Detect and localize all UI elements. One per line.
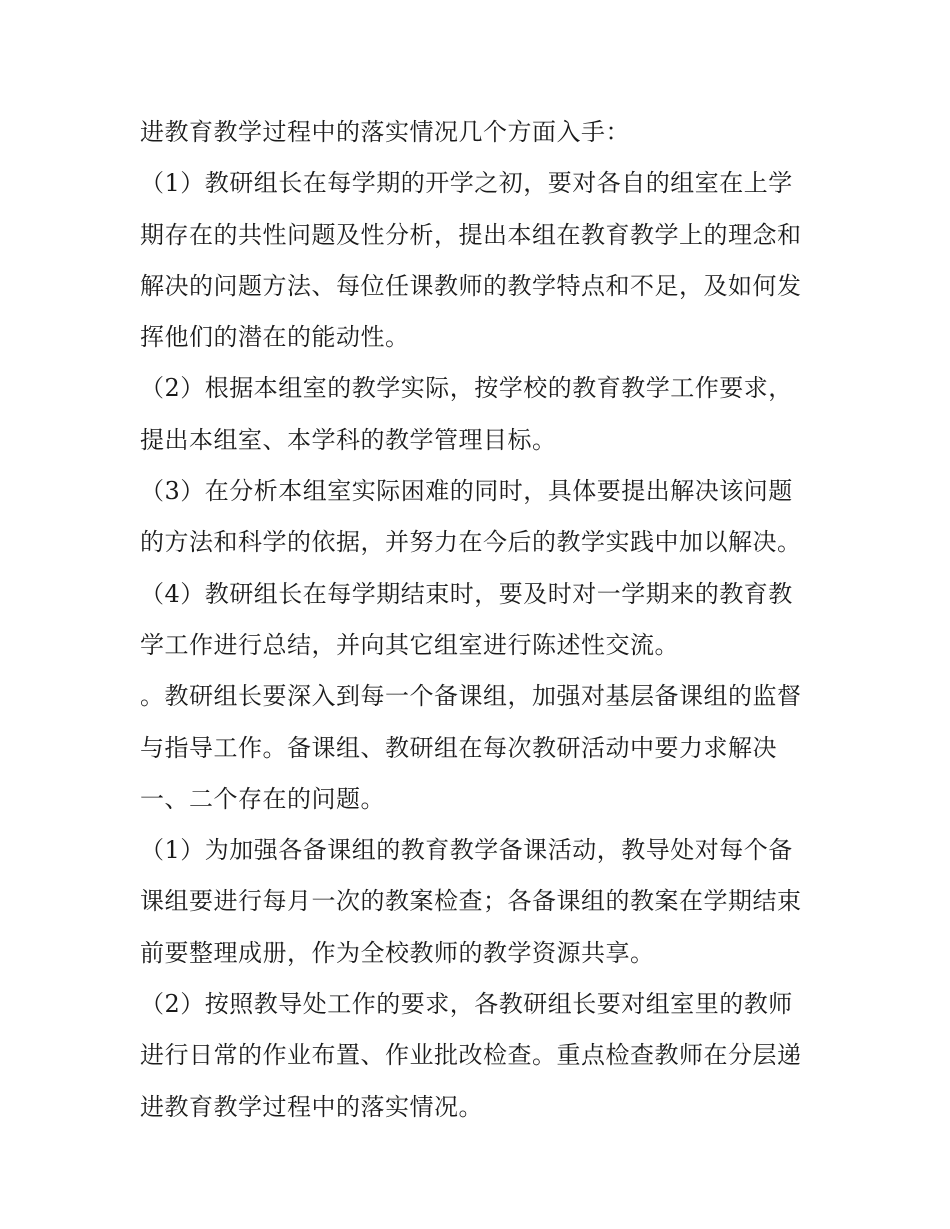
text-line: 一、二个存在的问题。	[140, 784, 385, 813]
text-line: （3）在分析本组室实际困难的同时，具体要提出解决该问题	[140, 477, 793, 506]
text-line: 课组要进行每月一次的教案检查；各备课组的教案在学期结束	[140, 887, 802, 916]
text-line: 。教研组长要深入到每一个备课组，加强对基层备课组的监督	[140, 682, 802, 711]
text-line: （2）根据本组室的教学实际，按学校的教育教学工作要求，	[140, 374, 793, 403]
body-text	[140, 107, 830, 1133]
text-line: 挥他们的潜在的能动性。	[140, 323, 410, 352]
text-line: （2）按照教导处工作的要求，各教研组长要对组室里的教师	[140, 990, 793, 1019]
text-line: 的方法和科学的依据，并努力在今后的教学实践中加以解决。	[140, 528, 802, 557]
text-line: （4）教研组长在每学期结束时，要及时对一学期来的教育教	[140, 579, 793, 608]
text-line: 前要整理成册，作为全校教师的教学资源共享。	[140, 938, 655, 967]
text-line: 进行日常的作业布置、作业批改检查。重点检查教师在分层递	[140, 1041, 802, 1070]
text-line: 期存在的共性问题及性分析，提出本组在教育教学上的理念和	[140, 220, 802, 249]
text-line: 进教育教学过程中的落实情况。	[140, 1092, 483, 1121]
text-line: （1）为加强各备课组的教育教学备课活动，教导处对每个备	[140, 836, 793, 865]
text-line: 提出本组室、本学科的教学管理目标。	[140, 425, 557, 454]
text-line: （1）教研组长在每学期的开学之初，要对各自的组室在上学	[140, 169, 793, 198]
text-line: 解决的问题方法、每位任课教师的教学特点和不足，及如何发	[140, 271, 802, 300]
text-line: 学工作进行总结，并向其它组室进行陈述性交流。	[140, 630, 679, 659]
text-line: 进教育教学过程中的落实情况几个方面入手：	[140, 118, 630, 146]
text-line: 与指导工作。备课组、教研组在每次教研活动中要力求解决	[140, 733, 777, 762]
